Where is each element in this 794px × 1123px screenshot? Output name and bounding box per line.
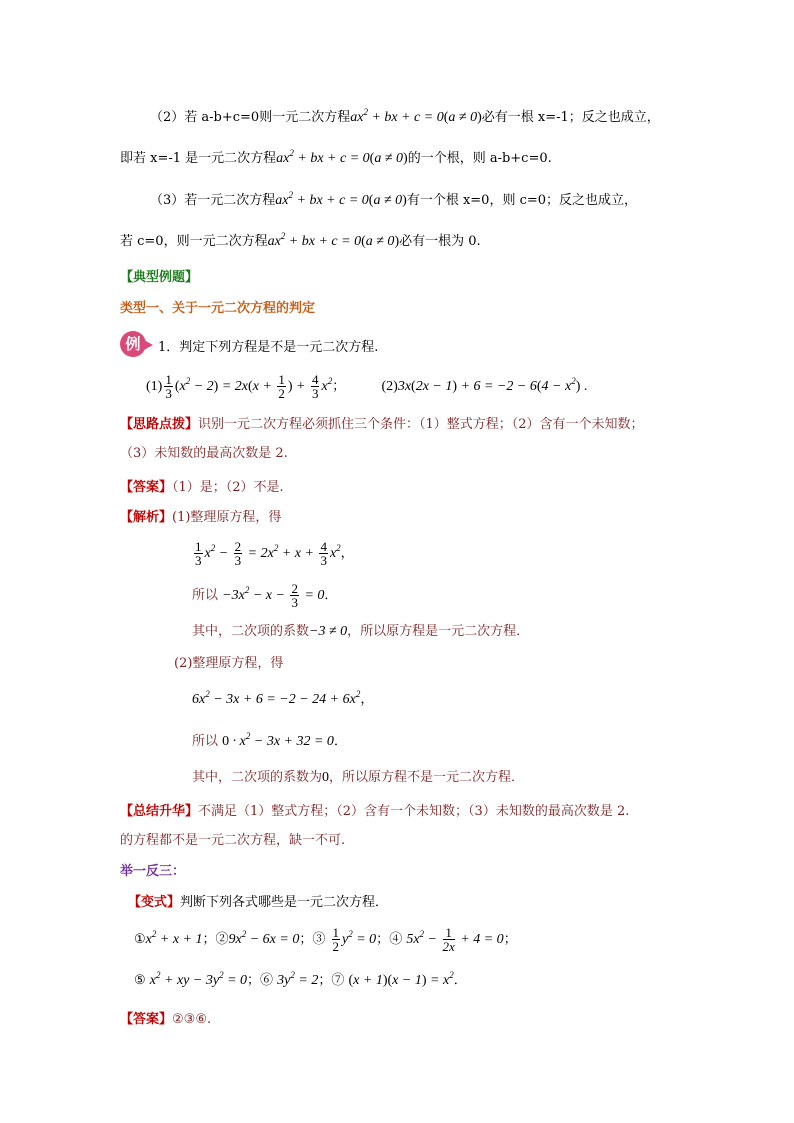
analysis-eq-3: $6x^2 - 3x + 6 = -2 - 24 + 6x^2$， [192,689,374,707]
answer-line: 【答案】（1）是；（2）不是. [120,480,284,495]
practice-heading: 举一反三： [120,864,186,879]
item-1: $①x^2 + x + 1$； [134,929,216,947]
item-4: ④ $5x^2$ − $\frac{1}{2x}$ + 4 = 0； [389,925,517,955]
equation-general: $ax^2$ + bx + c = 0(a ≠ 0) [350,107,482,125]
property-3-line-2: 若 c=0，则一元二次方程$ax^2$ + bx + c = 0(a ≠ 0)必有一根为 0. [120,231,481,249]
analysis-eq-2: 所以 $-3x^2 - x$ − $\frac{2}{3}$ = 0． [192,581,338,611]
variant-line: 【变式】判断下列各式哪些是一元二次方程． [128,895,389,910]
variant-answer-line: 【答案】②③⑥. [120,1012,212,1027]
variant-items-row-2 [134,971,467,991]
example-equations: (1) $\frac{1}{3}$ $(x^2 - 2) = 2x(x$ + $\frac{1}{2}$ ) + $\frac{4}{3}$ $x^2$； $(2)3x(2x - 1) + 6 = -2 - 6(4 - x^2)$ . [146,372,588,402]
equation-general: $ax^2$ + bx + c = 0(a ≠ 0) [276,148,408,166]
equation-general: $ax^2$ + bx + c = 0(a ≠ 0) [275,190,407,208]
equation-2: $(2)3x(2x - 1) + 6 = -2 - 6(4 - x^2)$ . [381,376,588,394]
property-2-line-2: 即若 x=-1 是一元二次方程$ax^2$ + bx + c = 0(a ≠ 0)的一个根，则 a-b+c=0. [120,148,552,166]
summary-line-1: 【总结升华】不满足（1）整式方程；（2）含有一个未知数；（3）未知数的最高次数是 2. [120,804,630,819]
analysis-conclusion-1: 其中，二次项的系数−3 ≠ 0，所以原方程是一元二次方程． [192,624,530,639]
type-1-heading: 类型一、关于一元二次方程的判定 [120,301,316,316]
hint-line-2: （3）未知数的最高次数是 2. [120,446,288,461]
equation-1: (1) $\frac{1}{3}$ $(x^2 - 2) = 2x(x$ + $\frac{1}{2}$ ) + $\frac{4}{3}$ $x^2$ [146,372,333,402]
variant-items-row-1 [134,925,517,955]
item-7: ⑦ $(x + 1)(x - 1) = x^2$． [331,970,467,988]
example-badge: 例 [120,331,146,357]
typical-examples-heading: 【典型例题】 [120,270,199,285]
item-3: ③ $\frac{1}{2}$ $y^2 = 0$； [312,925,390,955]
hint-line-1: 【思路点拨】识别一元二次方程必须抓住三个条件：（1）整式方程；（2）含有一个未知数； [120,417,644,432]
analysis-intro: 【解析】(1)整理原方程，得 [120,510,282,525]
item-5: ⑤ $x^2$ + xy − $3y^2 = 0$； [134,970,261,988]
item-2: $②9x^2 - 6x = 0$； [215,929,313,947]
item-6: ⑥ $3y^2 = 2$； [260,970,332,988]
summary-line-2: 的方程都不是一元二次方程，缺一不可. [120,833,346,848]
analysis-eq-4: 所以 $0 \cdot x^2 - 3x + 32 = 0$． [192,731,347,749]
property-3-line-1: （3）若一元二次方程$ax^2$ + bx + c = 0(a ≠ 0)有一个根 x=0，则 c=0；反之也成立， [150,190,638,208]
analysis-eq-1: $\frac{1}{3}$ $x^2$ − $\frac{2}{3}$ = $2x^2 + x$ + $\frac{4}{3}$ $x^2$， [195,539,354,569]
analysis-conclusion-2: 其中，二次项的系数为0，所以原方程不是一元二次方程． [192,770,525,785]
equation-general: $ax^2$ + bx + c = 0(a ≠ 0) [267,231,400,249]
analysis-step-2: (2)整理原方程，得 [174,656,284,671]
example-question: 1．判定下列方程是不是一元二次方程. [158,340,379,355]
property-2-line-1: （2）若 a-b+c=0则一元二次方程$ax^2$ + bx + c = 0(a ≠ 0)必有一根 x=-1；反之也成立， [150,107,660,125]
